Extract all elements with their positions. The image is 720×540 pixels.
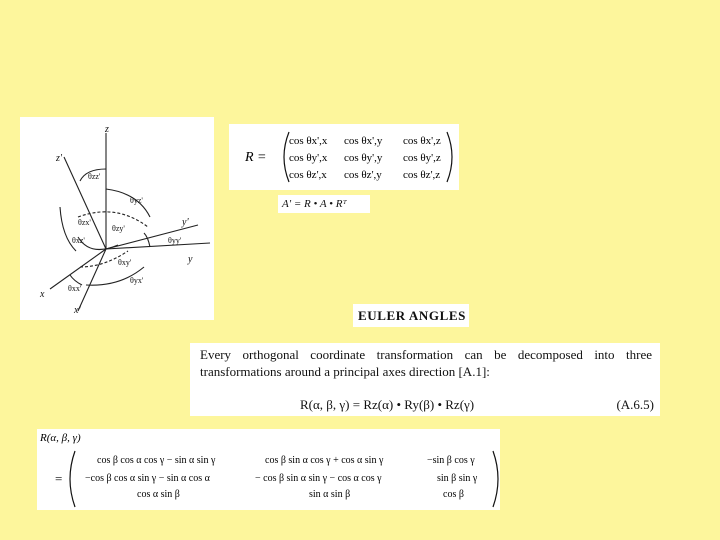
rm-cell: cos θy',x <box>289 152 328 164</box>
transform-equation: A' = R • A • Rᵀ <box>282 198 347 210</box>
description-line-1: Every orthogonal coordinate transformation can be decomposed into three <box>200 347 652 362</box>
angle-label-yx: θyx' <box>130 276 144 285</box>
label-x-prime: x' <box>74 305 81 316</box>
em-cell: cos β sin α cos γ + cos α sin γ <box>265 455 384 466</box>
angle-label-zy: θzy' <box>112 224 125 233</box>
equation-number: (A.6.5) <box>616 397 654 412</box>
em-cell: cos β <box>443 489 464 500</box>
z-prime-axis <box>64 157 106 249</box>
rotation-matrix <box>229 124 459 190</box>
label-z-prime: z' <box>56 153 63 164</box>
arc-yy <box>144 233 150 247</box>
em-cell: − cos β sin α sin γ − cos α cos γ <box>255 473 382 484</box>
euler-equation: R(α, β, γ) = Rz(α) • Ry(β) • Rz(γ) <box>300 397 475 412</box>
rm-cell: cos θx',z <box>403 135 441 147</box>
rm-cell: cos θz',y <box>344 169 382 181</box>
section-heading: EULER ANGLES <box>358 308 466 323</box>
rm-cell: cos θy',y <box>344 152 383 164</box>
rm-cell: cos θz',x <box>289 169 327 181</box>
right-paren <box>447 132 452 182</box>
expanded-matrix <box>37 429 500 510</box>
em-cell: −cos β cos α sin γ − sin α cos α <box>85 473 210 484</box>
angle-label-zx: θzx' <box>78 218 91 227</box>
label-x: x <box>40 289 45 300</box>
em-cell: cos α sin β <box>137 489 180 500</box>
angle-label-xx: θxx' <box>68 284 82 293</box>
em-cell: sin α sin β <box>309 489 351 500</box>
angle-label-xy: θxy' <box>118 258 132 267</box>
rm-cell: cos θz',z <box>403 169 441 181</box>
x-prime-axis <box>78 249 106 311</box>
axes-diagram <box>20 117 214 320</box>
rotation-matrix-lhs: R = <box>245 150 267 165</box>
description-line-2: transformations around a principal axes direction [A.1]: <box>200 364 490 379</box>
angle-label-yy: θyy' <box>168 236 182 245</box>
angle-label-xz: θxz' <box>72 236 85 245</box>
right-paren <box>493 451 498 507</box>
y-axis <box>106 243 210 249</box>
euler-heading-panel <box>353 304 469 327</box>
em-cell: sin β sin γ <box>437 473 478 484</box>
transform-equation-panel <box>278 195 370 213</box>
angle-label-zz: θzz' <box>88 172 101 181</box>
rm-cell: cos θy',z <box>403 152 441 164</box>
axes-diagram-panel <box>20 117 214 320</box>
euler-description-panel <box>190 343 660 416</box>
em-cell: cos β cos α cos γ − sin α sin γ <box>97 455 216 466</box>
label-y: y <box>188 254 193 265</box>
label-y-prime: y' <box>182 217 189 228</box>
left-paren <box>70 451 75 507</box>
expanded-matrix-panel <box>37 429 500 510</box>
em-cell: −sin β cos γ <box>427 455 475 466</box>
label-z: z <box>105 124 109 135</box>
rotation-matrix-panel <box>229 124 459 190</box>
angle-label-yz: θyz' <box>130 196 143 205</box>
rm-cell: cos θx',y <box>344 135 383 147</box>
expanded-lhs: R(α, β, γ) <box>40 432 81 444</box>
rm-cell: cos θx',x <box>289 135 328 147</box>
expanded-equals: = <box>55 471 63 486</box>
